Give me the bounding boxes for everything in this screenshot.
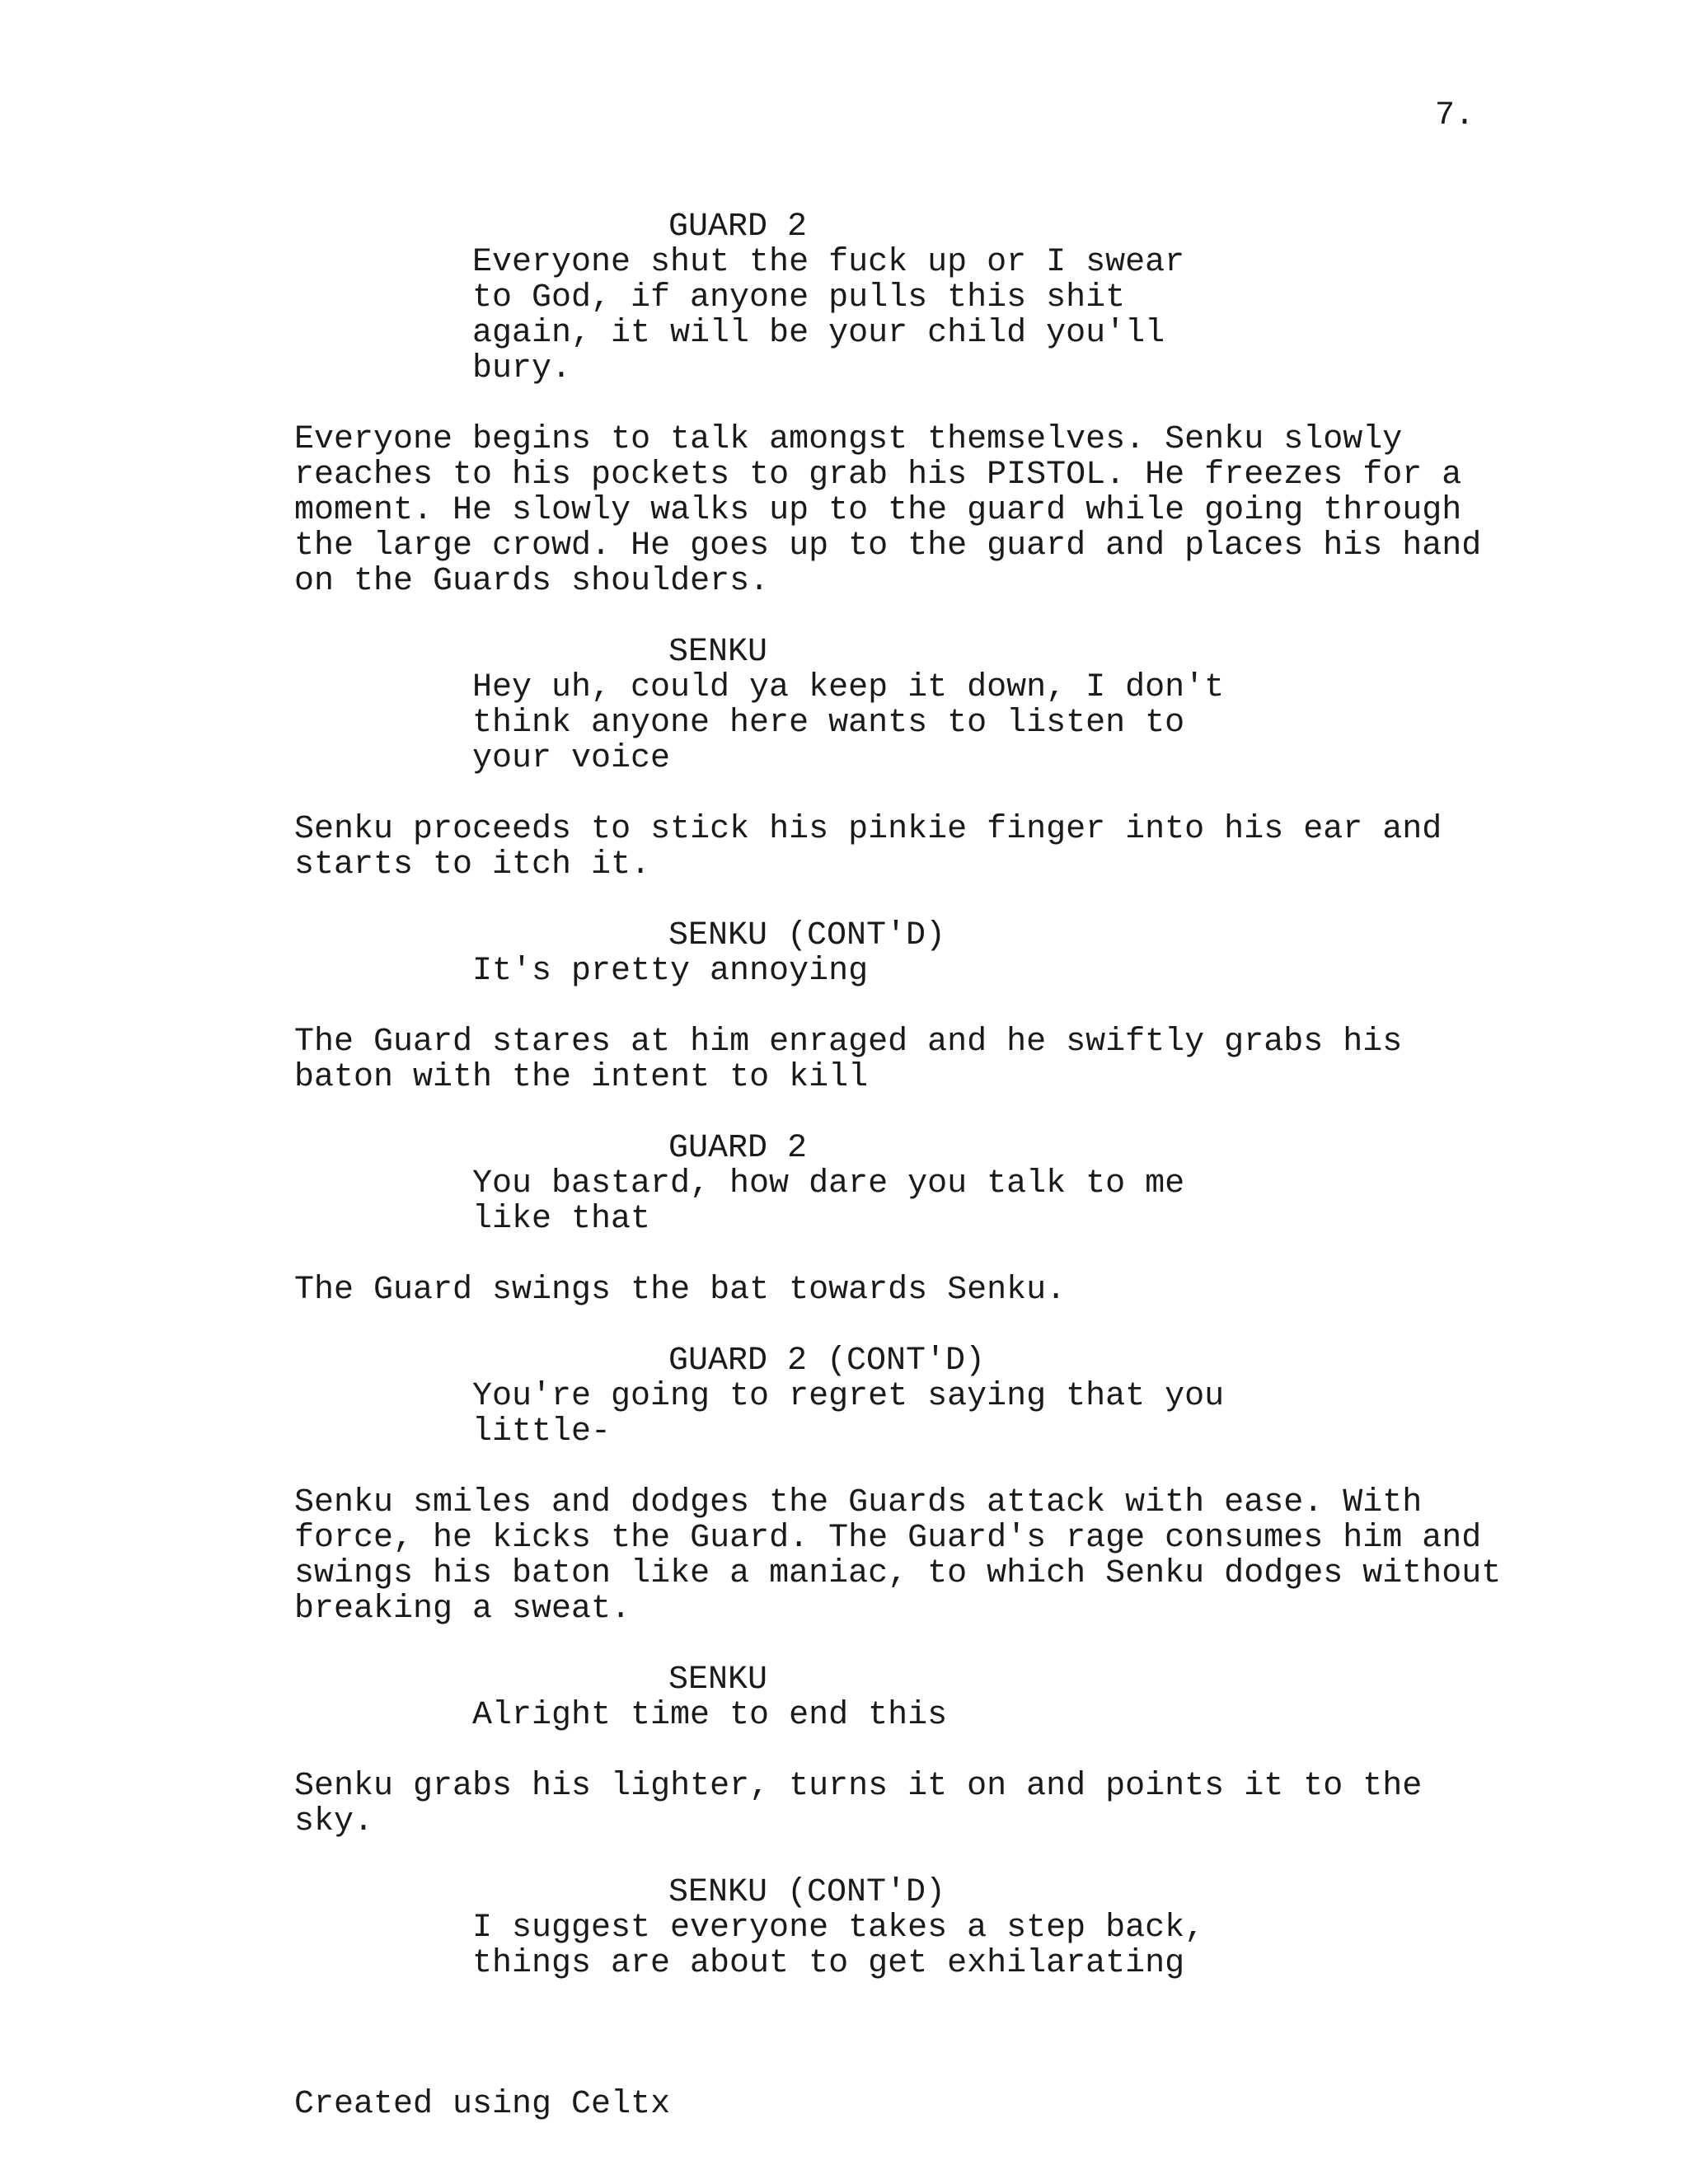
character-line: GUARD 2 (CONT'D) (668, 1343, 986, 1380)
action-line: reaches to his pockets to grab his PISTOL. He freezes for a (294, 457, 1462, 494)
dialogue-line: your voice (472, 740, 671, 777)
action-line: Senku grabs his lighter, turns it on and points it to the (294, 1768, 1423, 1805)
action-line: Everyone begins to talk amongst themselves. Senku slowly (294, 421, 1403, 458)
action-line: Senku proceeds to stick his pinkie finger into his ear and (294, 811, 1442, 848)
dialogue-line: think anyone here wants to listen to (472, 705, 1185, 742)
action-line: on the Guards shoulders. (294, 563, 770, 600)
dialogue-line: Alright time to end this (472, 1697, 948, 1734)
dialogue-line: like that (472, 1201, 651, 1238)
dialogue-line: You're going to regret saying that you (472, 1378, 1225, 1415)
action-line: The Guard swings the bat towards Senku. (294, 1272, 1067, 1309)
character-line: SENKU (668, 1661, 768, 1699)
action-line: Senku smiles and dodges the Guards attack with ease. With (294, 1484, 1423, 1521)
action-line: force, he kicks the Guard. The Guard's rage consumes him and (294, 1520, 1482, 1557)
dialogue-line: again, it will be your child you'll (472, 315, 1165, 352)
character-line: GUARD 2 (668, 1130, 808, 1167)
dialogue-line: little- (472, 1413, 612, 1451)
action-line: The Guard stares at him enraged and he swiftly grabs his (294, 1024, 1403, 1061)
dialogue-line: It's pretty annoying (472, 953, 869, 990)
dialogue-line: I suggest everyone takes a step back, (472, 1910, 1205, 1947)
dialogue-line: Hey uh, could ya keep it down, I don't (472, 669, 1225, 706)
character-line: SENKU (668, 634, 768, 671)
action-line: breaking a sweat. (294, 1591, 631, 1628)
character-line: SENKU (CONT'D) (668, 917, 946, 954)
page-number: 7. (1435, 97, 1475, 134)
character-line: GUARD 2 (668, 209, 808, 246)
action-line: the large crowd. He goes up to the guard and places his hand (294, 527, 1482, 565)
footer-credit: Created using Celtx (294, 2086, 671, 2123)
dialogue-line: things are about to get exhilarating (472, 1945, 1185, 1982)
dialogue-line: bury. (472, 350, 572, 387)
dialogue-line: Everyone shut the fuck up or I swear (472, 244, 1185, 281)
dialogue-line: You bastard, how dare you talk to me (472, 1165, 1185, 1202)
action-line: swings his baton like a maniac, to which Senku dodges without (294, 1555, 1502, 1592)
character-line: SENKU (CONT'D) (668, 1874, 946, 1911)
dialogue-line: to God, if anyone pulls this shit (472, 279, 1126, 316)
action-line: moment. He slowly walks up to the guard while going through (294, 492, 1462, 529)
action-line: starts to itch it. (294, 846, 651, 883)
action-line: baton with the intent to kill (294, 1059, 869, 1096)
action-line: sky. (294, 1803, 374, 1840)
